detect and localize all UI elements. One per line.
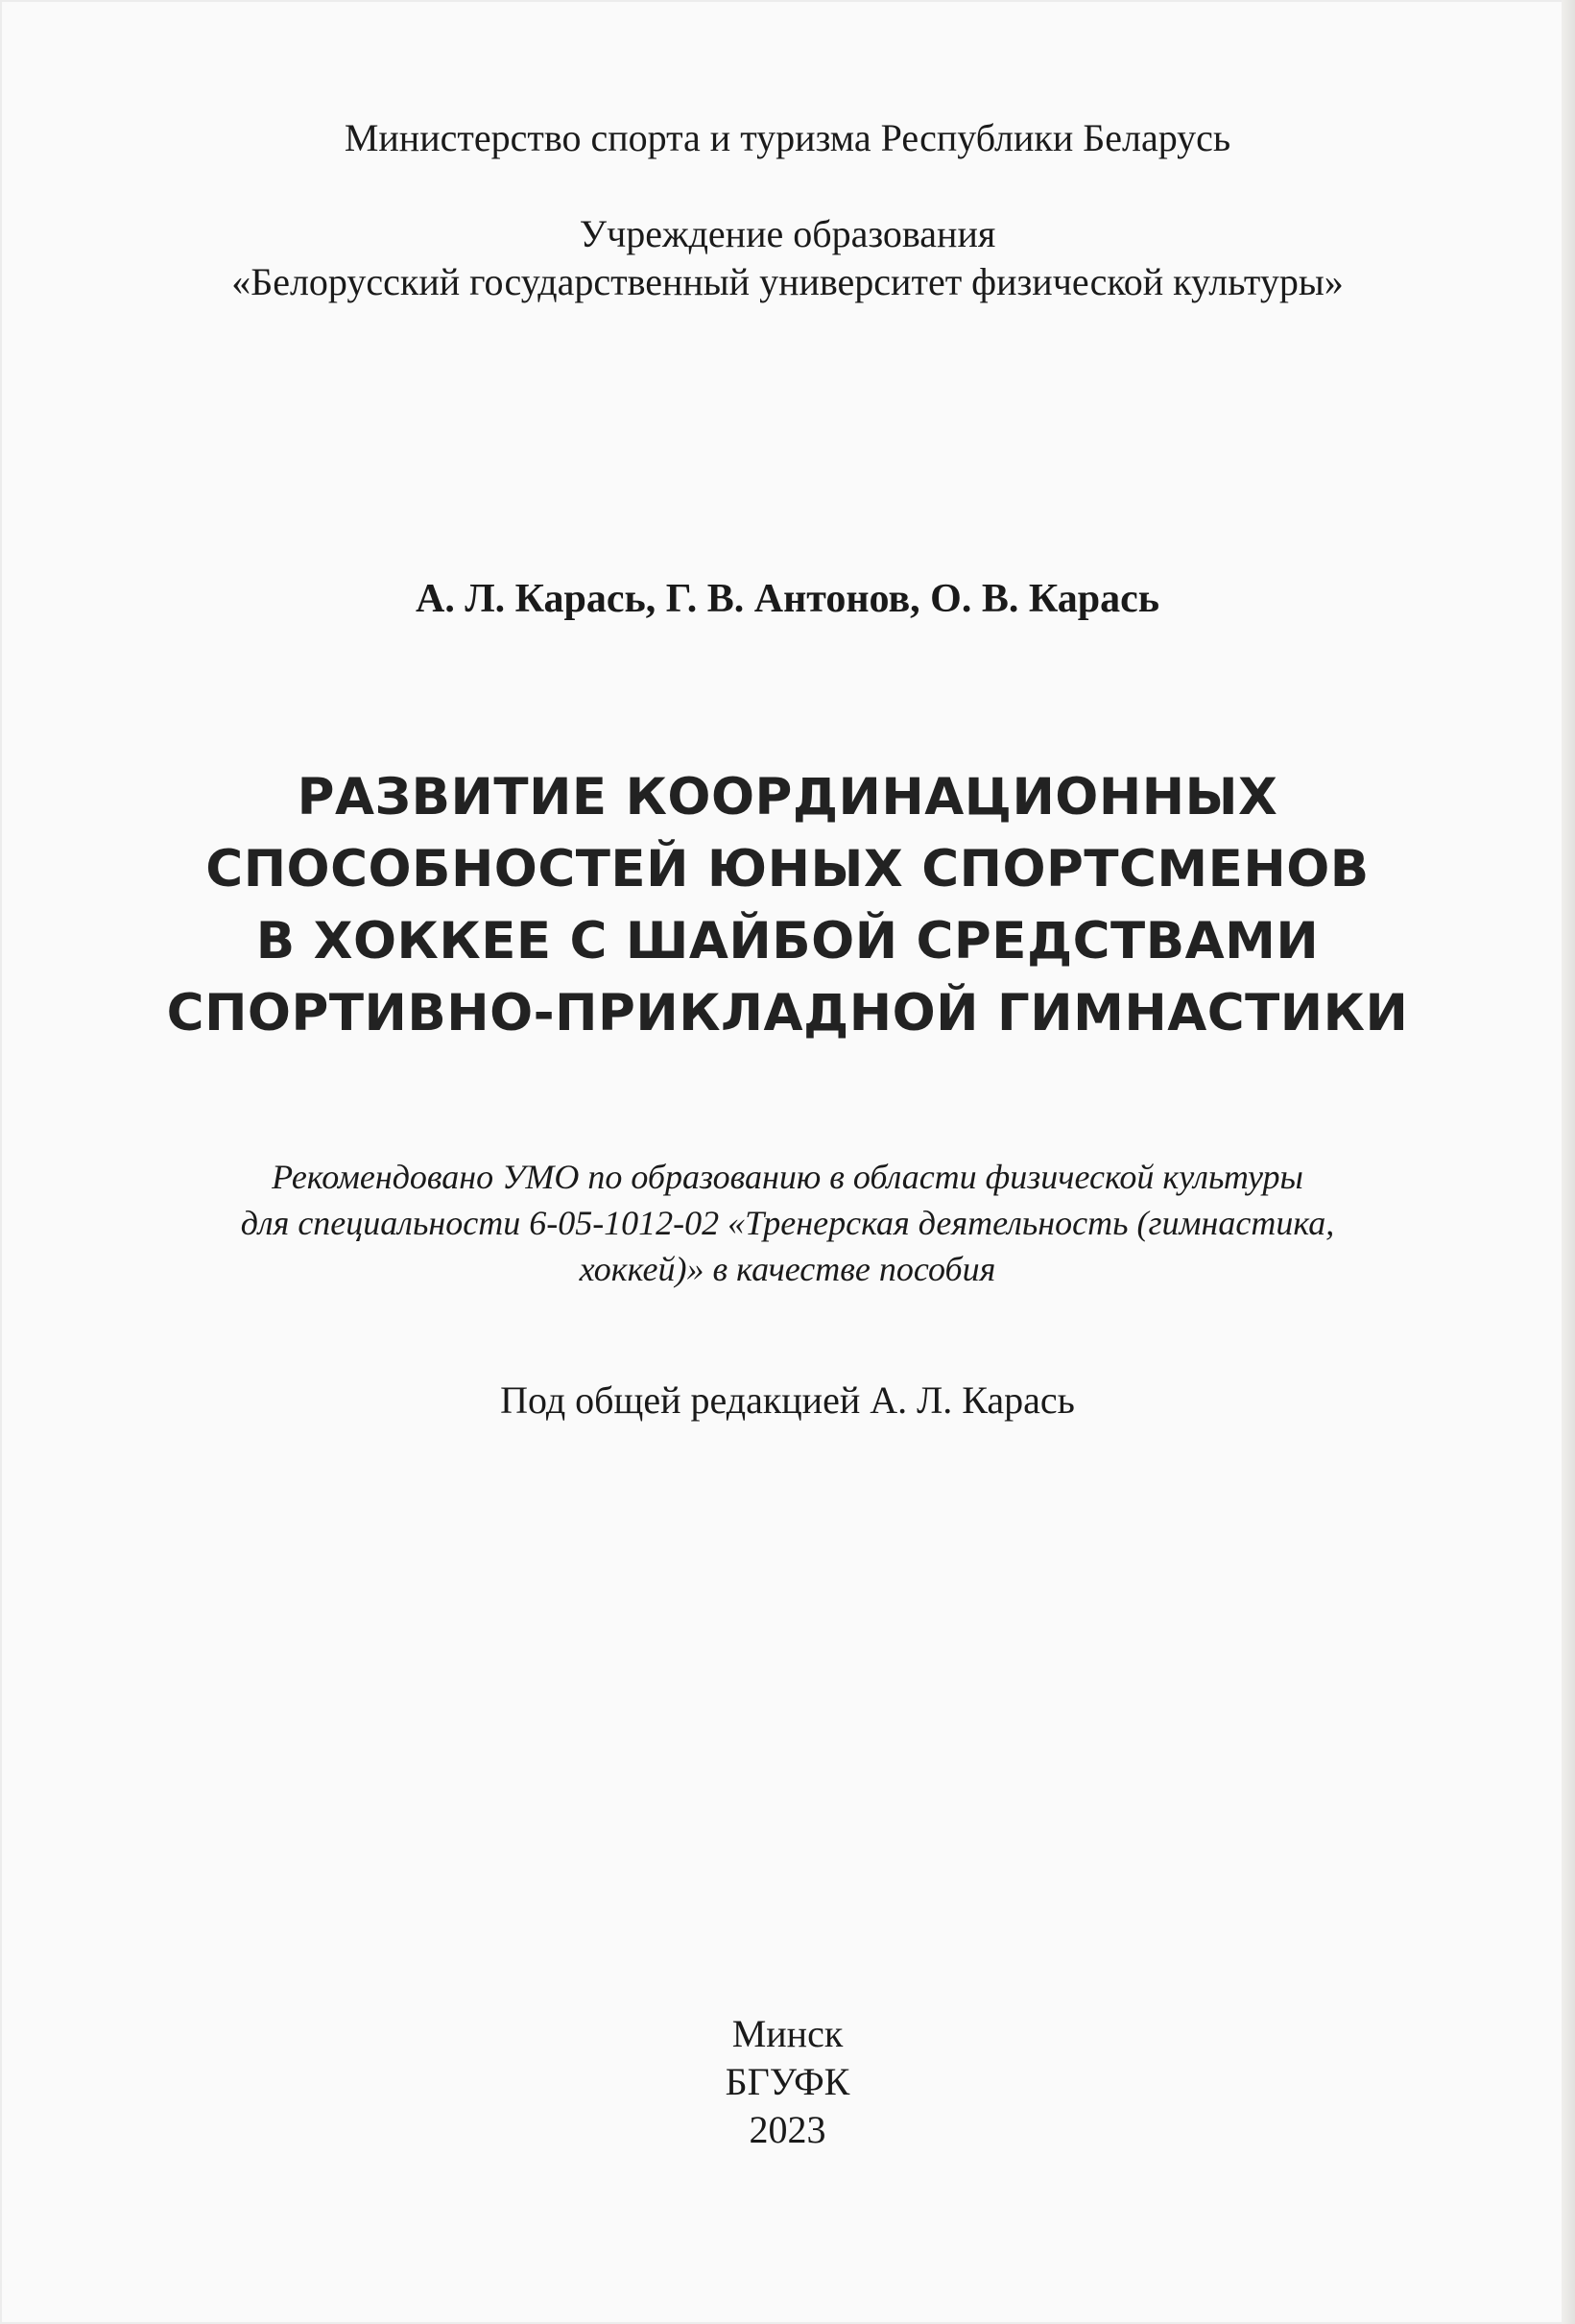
- ministry-line: Министерство спорта и туризма Республики Беларусь: [344, 116, 1231, 159]
- title-line-2: СПОСОБНОСТЕЙ ЮНЫХ СПОРТСМЕНОВ: [205, 840, 1370, 898]
- imprint-publisher: БГУФК: [725, 2060, 850, 2103]
- recommendation-line-3: хоккей)» в качестве пособия: [579, 1250, 996, 1288]
- title-line-3: В ХОККЕЕ С ШАЙБОЙ СРЕДСТВАМИ: [255, 912, 1320, 970]
- recommendation-line-1: Рекомендовано УМО по образованию в области физической культуры: [272, 1158, 1303, 1196]
- title-line-1: РАЗВИТИЕ КООРДИНАЦИОННЫХ: [297, 768, 1278, 827]
- imprint-city: Минск: [731, 2012, 844, 2055]
- recommendation-line-2: для специальности 6-05-1012-02 «Тренерская деятельность (гимнастика,: [240, 1204, 1335, 1242]
- institution-type-line: Учреждение образования: [579, 212, 996, 255]
- imprint-year: 2023: [749, 2108, 826, 2151]
- institution-name-line: «Белорусский государственный университет физической культуры»: [231, 260, 1344, 303]
- authors: А. Л. Карась, Г. В. Антонов, О. В. Карась: [416, 577, 1159, 621]
- title-line-4: СПОРТИВНО-ПРИКЛАДНОЙ ГИМНАСТИКИ: [166, 984, 1409, 1042]
- editor-line: Под общей редакцией А. Л. Карась: [500, 1378, 1075, 1422]
